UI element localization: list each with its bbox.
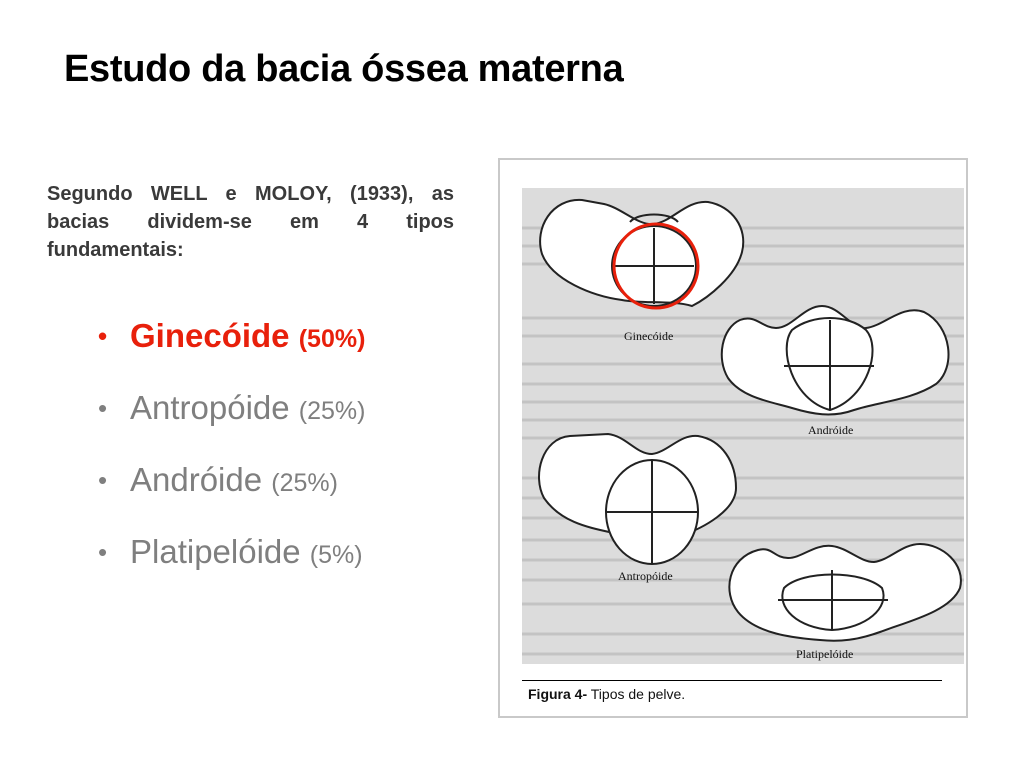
bullet-icon: • bbox=[98, 465, 108, 495]
bullet-icon: • bbox=[98, 393, 108, 423]
type-name: Antropóide bbox=[130, 389, 290, 426]
caption-prefix: Figura 4- bbox=[528, 686, 588, 702]
list-item-platypelloid bbox=[98, 528, 365, 600]
list-item-android bbox=[98, 456, 365, 528]
figure-caption bbox=[528, 686, 685, 702]
intro-text: Segundo WELL e MOLOY, (1933), as bacias dividem-se em 4 tipos fundamentais: bbox=[47, 183, 454, 261]
figure-label-android: Andróide bbox=[808, 423, 854, 437]
caption-divider bbox=[522, 680, 942, 681]
figure-label-anthropoid: Antropóide bbox=[618, 569, 673, 583]
type-name: Ginecóide bbox=[130, 317, 290, 354]
platypelloid-pelvis bbox=[729, 544, 961, 641]
gynecoid-pelvis bbox=[540, 200, 743, 306]
type-percentage: (5%) bbox=[309, 541, 363, 569]
android-pelvis bbox=[722, 306, 949, 414]
anthropoid-pelvis bbox=[539, 434, 736, 564]
list-item-anthropoid bbox=[98, 384, 365, 456]
pelvis-types-figure bbox=[498, 158, 968, 718]
bullet-icon: • bbox=[98, 321, 108, 351]
list-item-gynecoid bbox=[98, 312, 365, 384]
pelvis-illustration bbox=[522, 188, 964, 664]
type-name: Platipelóide bbox=[130, 533, 301, 570]
caption-text: Tipos de pelve. bbox=[587, 686, 686, 702]
slide-title: Estudo da bacia óssea materna bbox=[64, 48, 624, 90]
type-percentage: (25%) bbox=[271, 469, 338, 497]
type-name: Andróide bbox=[130, 461, 263, 498]
type-percentage: (25%) bbox=[298, 397, 366, 425]
bullet-icon: • bbox=[98, 537, 108, 567]
figure-label-gynecoid: Ginecóide bbox=[624, 329, 674, 343]
pelvis-types-list bbox=[98, 312, 365, 600]
type-percentage: (50%) bbox=[298, 325, 366, 353]
figure-label-platypelloid: Platipelóide bbox=[796, 647, 854, 661]
